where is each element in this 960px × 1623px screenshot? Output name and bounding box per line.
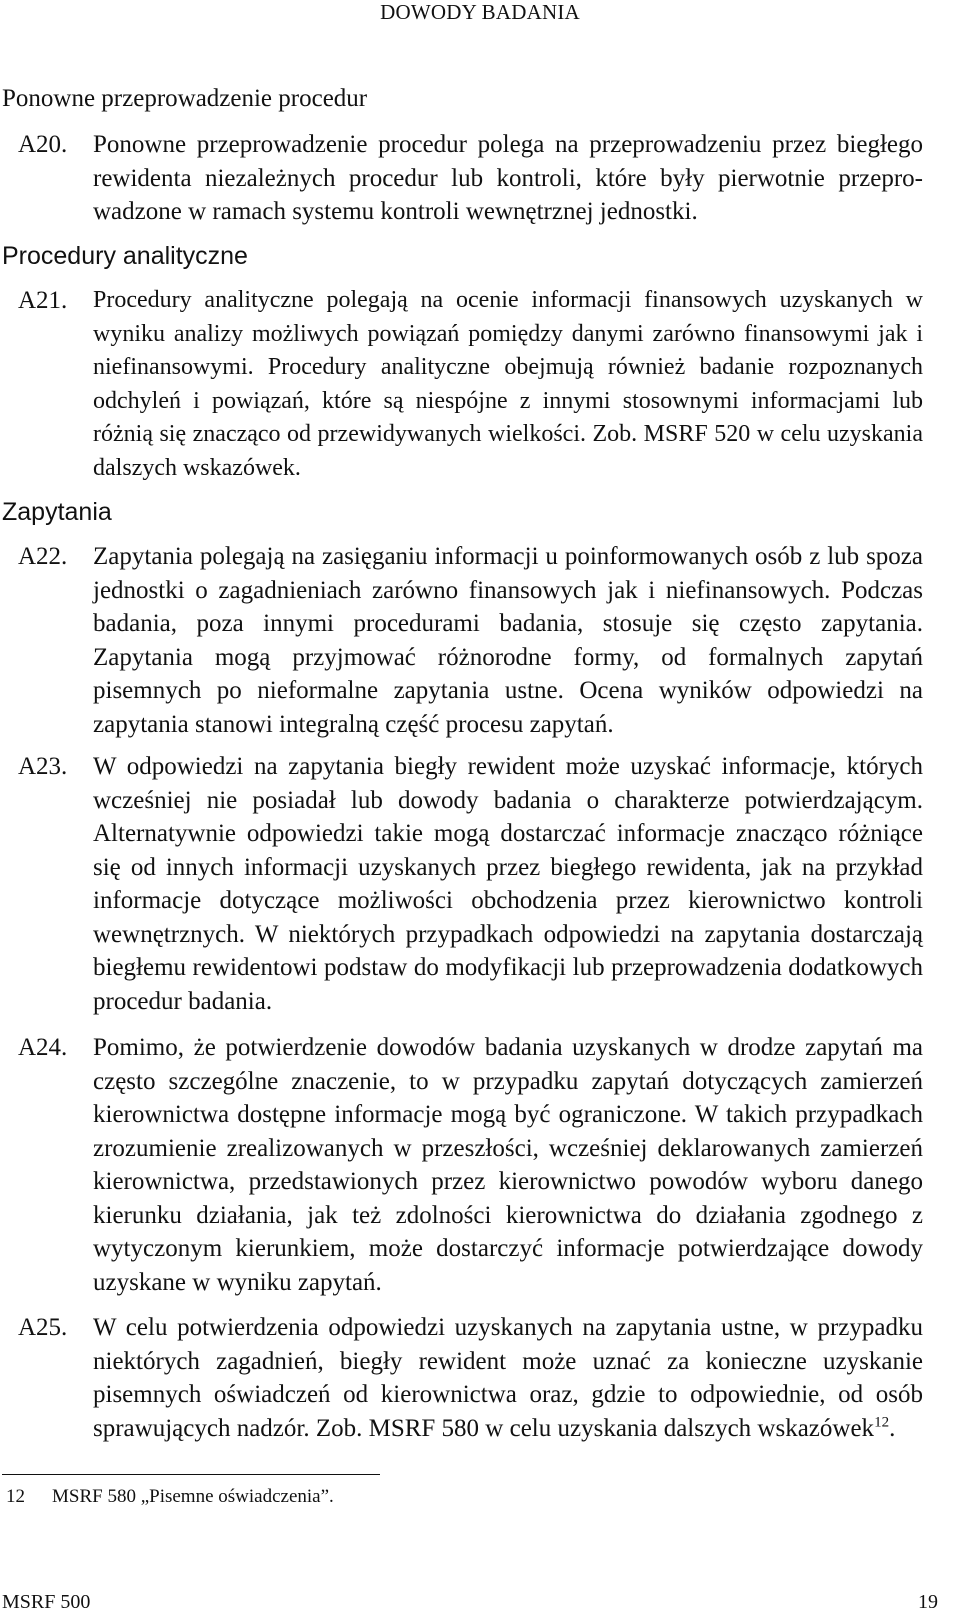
paragraph-text: Pomimo, że potwierdzenie dowodów badania uzyskanych w drodze zapytań ma często szczególne znaczenie, to w przypadku zapytań dotyczących zamierzeń kierownictwa dostępne informacje mogą być ograniczone. W takich przypadkach zrozumienie zrealizowanych w przeszłości, wcześniej deklarowanych zamierzeń kierownictwa, przedstawionych przez kierownictwo powodów wyboru danego kierunku działania, jak też zdolności kierownictwa do działania zgodnego z wytyczonym kierunkiem, może dostarczyć informacje potwierdzające dowody uzyskane w wyniku zapytań. (93, 1034, 923, 1296)
paragraph-text: Zapytania polegają na zasięganiu informacji u poinformowanych osób z lub spoza jednostki o zagadnieniach zarówno finansowych jak i niefinansowych. Podczas badania, poza innymi procedurami badania, stosuje się często zapytania. Zapytania mogą przyjmować różnorodne formy, od formalnych zapytań pisemnych po nieformalne zapytania ustne. Ocena wyników odpowiedzi na zapytania stanowi integralną część procesu zapytań. (93, 543, 923, 738)
paragraph-text-end: . (889, 1414, 896, 1442)
footnote-number: 12 (6, 1486, 25, 1507)
footnote-reference[interactable]: 12 (874, 1414, 890, 1431)
paragraph-number: A21. (18, 287, 68, 314)
paragraph-a24 (0, 1031, 960, 1299)
paragraph-text-main: W celu potwierdzenia odpowiedzi uzyskanych na zapytania ustne, w przypadku niektórych zagadnień, biegły rewident może uznać za konieczne uzyskanie pisemnych oświadczeń od kierownictwa oraz, gdzie to odpowiednie, od osób sprawujących nadzór. Zob. MSRF 580 w celu uzyskania dalszych wskazówek (93, 1314, 923, 1442)
paragraph-number: A24. (18, 1034, 68, 1061)
paragraph-text (93, 1311, 923, 1445)
paragraph-a23 (0, 750, 960, 1018)
paragraph-text: W odpowiedzi na zapytania biegły rewident może uzyskać informacje, których wcześniej nie posiadał lub dowody badania o charakterze potwierdzającym. Alternatywnie odpowiedzi takie mogą dostarczać informacje znacząco różniące się od innych informacji uzyskanych przez biegłego rewidenta, jak na przykład informacje dotyczące możliwości obchodzenia przez kierownictwo kontroli wewnętrznych. W niektórych przypadkach odpowiedzi na zapytania dostarczają biegłemu rewidentowi podstaw do modyfikacji lub przeprowadzenia dodatkowych procedur badania. (93, 753, 923, 1015)
paragraph-number: A25. (18, 1314, 68, 1341)
footnote (6, 1485, 334, 1509)
paragraph-a25 (0, 1311, 960, 1445)
page-number: 19 (918, 1591, 938, 1613)
footnote-text: MSRF 580 „Pisemne oświadczenia”. (52, 1486, 334, 1507)
paragraph-number: A22. (18, 543, 68, 570)
paragraph-a20 (0, 128, 960, 229)
paragraph-a21 (0, 284, 960, 485)
paragraph-a22 (0, 540, 960, 741)
section-heading-zapytania: Zapytania (2, 498, 112, 526)
paragraph-text: Ponowne przeprowadzenie procedur polega na przeprowadzeniu przez biegłego rewidenta niezależnych procedur lub kontroli, które były pierwotnie przeprowadzone w ramach systemu kontroli wewnętrznej jednostki. (93, 131, 923, 225)
running-head: DOWODY BADANIA (380, 0, 580, 24)
section-heading-ponowne: Ponowne przeprowadzenie procedur (2, 85, 368, 112)
footnote-divider (2, 1474, 380, 1475)
paragraph-number: A20. (18, 131, 68, 158)
paragraph-number: A23. (18, 753, 68, 780)
footer-standard-label: MSRF 500 (2, 1591, 91, 1613)
paragraph-text: Procedury analityczne polegają na ocenie informacji finansowych uzyskanych w wyniku analizy możliwych powiązań pomiędzy danymi zarówno finansowymi jak i niefinansowymi. Procedury analityczne obejmują również badanie rozpoznanych odchyleń i powiązań, które są niespójne z innymi stosownymi informacjami lub różnią się znacząco od przewidywanych wielkości. Zob. MSRF 520 w celu uzyskania dalszych wskazówek. (93, 287, 923, 481)
section-heading-analityczne: Procedury analityczne (2, 242, 248, 270)
